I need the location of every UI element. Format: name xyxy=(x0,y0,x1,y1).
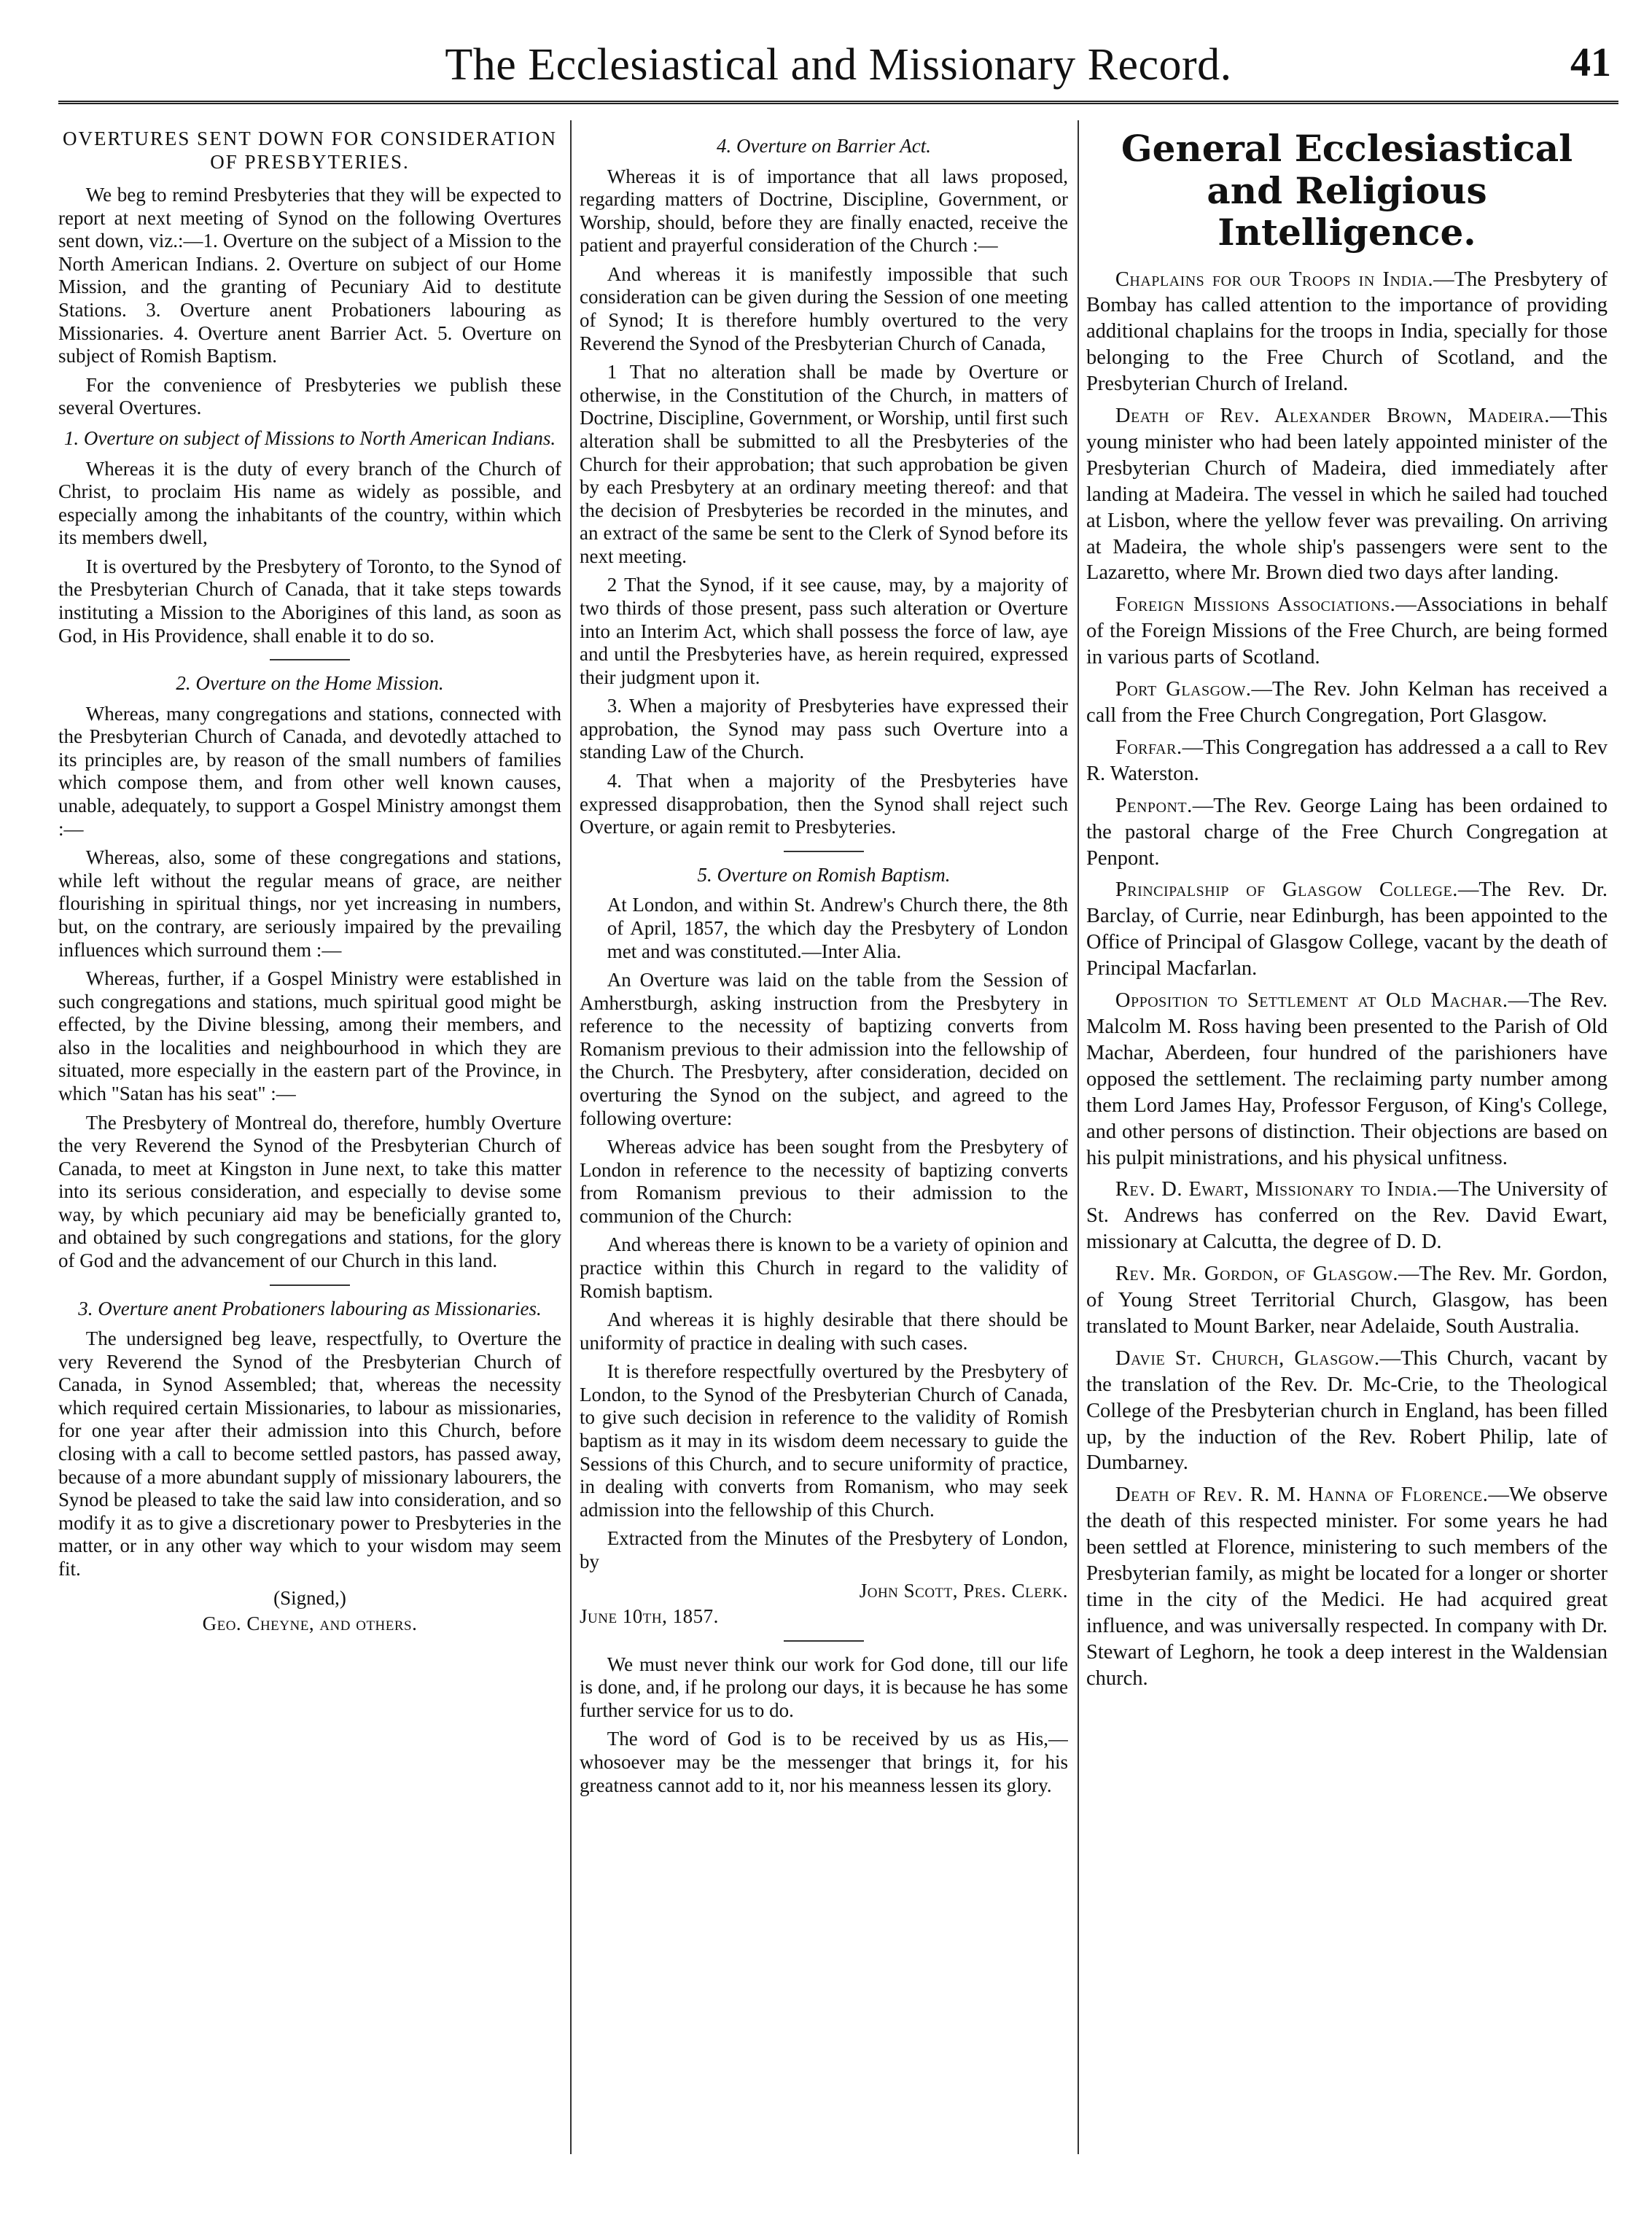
news-item-lead: Opposition to Settlement at Old Machar. xyxy=(1115,989,1508,1013)
header-rule xyxy=(58,101,1618,104)
news-items xyxy=(1086,267,1608,1692)
paragraph: Whereas, many congregations and stations, connected with the Presbyterian Church of Canada, and devotedly attached to its principles are, by reason of the small numbers of families which compose them, and from other well known causes, unable, adequately, to support a Gospel Ministry amongst them :— xyxy=(58,702,561,840)
news-item-lead: Chaplains for our Troops in India. xyxy=(1115,268,1434,291)
paragraph: Whereas it is the duty of every branch of the Church of Christ, to proclaim His name as widely as possible, and especially among the inhabitants of the country, within which its members dwell, xyxy=(58,457,561,549)
column-1 xyxy=(58,128,561,1636)
overture-4-title: 4. Overture on Barrier Act. xyxy=(717,135,931,157)
paragraph: And whereas it is highly desirable that there should be uniformity of practice in dealing with such cases. xyxy=(580,1309,1068,1354)
news-item-lead: Rev. Mr. Gordon, of Glasgow. xyxy=(1115,1263,1399,1286)
news-item xyxy=(1086,1346,1608,1477)
overtures-heading: OVERTURES SENT DOWN FOR CONSIDERATION OF PRESBYTERIES. xyxy=(63,128,557,173)
news-item-lead: Rev. D. Ewart, Missionary to India. xyxy=(1115,1178,1438,1201)
paragraph: It is overtured by the Presbytery of Toronto, to the Synod of the Presbyterian Church of Canada, that it take steps towards instituting a Mission to the Aborigines of this land, as soon as God, in His Providence, shall enable it to do so. xyxy=(58,555,561,647)
news-item-text: —The Rev. John Kelman has received a call from the Free Church Congregation, Port Glasgow. xyxy=(1086,678,1608,727)
paragraph: The word of God is to be received by us as His,— whosoever may be the messenger that brings it, for his greatness cannot add to it, nor his meanness lessen its glory. xyxy=(580,1728,1068,1796)
paragraph: The Presbytery of Montreal do, therefore, humbly Overture the very Reverend the Synod of the Presbyterian Church of Canada, to meet at Kingston in June next, to take this matter into its serious consideration, and especially to devise some way, by which pecuniary aid may be beneficially granted to, and obtained by such congregations and stations, for the glory of God and the advancement of our Church in this land. xyxy=(58,1111,561,1272)
column-3 xyxy=(1086,128,1608,1698)
section-rule xyxy=(270,1284,350,1286)
news-item-text: —The University of St. Andrews has conferred on the Rev. David Ewart, missionary at Calcutta, the degree of D. D. xyxy=(1086,1178,1608,1254)
intelligence-heading: General Ecclesiastical and Religious Intelligence. xyxy=(1121,128,1573,254)
column-2 xyxy=(580,128,1068,1803)
news-item xyxy=(1086,1177,1608,1255)
news-item-text: —Associations in behalf of the Foreign Missions of the Free Church, are being formed in various parts of Scotland. xyxy=(1086,593,1608,669)
paragraph: An Overture was laid on the table from the Session of Amherstburgh, asking instruction from the Presbytery in reference to the necessity of baptizing converts from Romanism previous to their admission into the fellowship of the Church. The Presbytery, after consideration, decided on overturing the Synod on the subject, and agreed to the following overture: xyxy=(580,969,1068,1129)
news-item-text: —The Rev. George Laing has been ordained to the pastoral charge of the Free Church Congregation at Penpont. xyxy=(1086,794,1608,870)
overture-1-title: 1. Overture on subject of Missions to North American Indians. xyxy=(63,426,556,449)
news-item xyxy=(1086,735,1608,787)
paragraph: The undersigned beg leave, respectfully, to Overture the very Reverend the Synod of the Presbyterian Church of Canada, in Synod Assembled; that, whereas the necessity which required certain Missionaries, to labour as missionaries, for one year after their admission into this Church, before closing with a call to become settled pastors, has passed away, because of a more abundant supply of missionary labourers, the Synod be pleased to take the said law into consideration, and so modify it as to give a discretionary power to Presbyteries in the matter, or in any other way which to your wisdom may seem fit. xyxy=(58,1327,561,1580)
section-rule xyxy=(270,659,350,660)
news-item xyxy=(1086,403,1608,586)
news-item xyxy=(1086,1482,1608,1691)
paragraph: Whereas, further, if a Gospel Ministry were established in such congregations and stations, much spiritual good might be effected, by the Divine blessing, among their members, and also in the localities and neighbourhood in which they are situated, more especially in the eastern part of the Province, in which "Satan has his seat" :— xyxy=(58,967,561,1104)
news-item xyxy=(1086,988,1608,1171)
news-item-lead: Principalship of Glasgow College. xyxy=(1115,878,1458,902)
news-item-lead: Death of Rev. R. M. Hanna of Florence. xyxy=(1115,1483,1489,1507)
news-item-text: —The Presbytery of Bombay has called attention to the importance of providing additional chaplains for the troops in India, specially for those belonging to the Free Church of Scotland, and the Presbyterian Church of Ireland. xyxy=(1086,268,1608,396)
paragraph: And whereas it is manifestly impossible that such consideration can be given during the Session of one meeting of Synod; It is therefore humbly overtured to the very Reverend the Synod of the Presbyterian Church of Canada, xyxy=(580,262,1068,354)
section-rule xyxy=(784,851,864,852)
signers: Geo. Cheyne, and others. xyxy=(202,1613,418,1635)
paragraph: Extracted from the Minutes of the Presbytery of London, by xyxy=(580,1527,1068,1572)
paragraph: We beg to remind Presbyteries that they will be expected to report at next meeting of Synod on the following Overtures sent down, viz.:—1. Overture on the subject of a Mission to the North American Indians. 2. Overture on subject of our Home Mission, and the granting of Pecuniary Aid to destitute Stations. 3. Overture anent Probationers labouring as Missionaries. 4. Overture anent Barrier Act. 5. Overture on subject of Romish Baptism. xyxy=(58,184,561,367)
news-item-lead: Foreign Missions Associations. xyxy=(1115,593,1396,617)
paragraph: And whereas there is known to be a variety of opinion and practice within this Church in regard to the validity of Romish baptism. xyxy=(580,1233,1068,1302)
paragraph: Whereas advice has been sought from the Presbytery of London in reference to the necessity of baptizing converts from Romanism previous to their admission to the communion of the Church: xyxy=(580,1136,1068,1227)
news-item-text: —This Church, vacant by the translation of the Rev. Dr. Mc-Crie, to the Theological College of the Presbyterian church in England, has been filled up, by the induction of the Rev. Robert Philip, late of Dumbarney. xyxy=(1086,1346,1608,1475)
paragraph: For the convenience of Presbyteries we publish these several Overtures. xyxy=(58,373,561,419)
news-item-lead: Forfar. xyxy=(1115,736,1182,759)
paragraph: Whereas it is of importance that all laws proposed, regarding matters of Doctrine, Discipline, Government, or Worship, should, before they are finally enacted, receive the patient and prayerful consideration of the Church :— xyxy=(580,165,1068,257)
news-item-text: —The Rev. Dr. Barclay, of Currie, near Edinburgh, has been appointed to the Office of Principal of Glasgow College, vacant by the death of Principal Macfarlan. xyxy=(1086,878,1608,980)
news-item-text: —The Rev. Mr. Gordon, of Young Street Territorial Church, Glasgow, has been translated to Mount Barker, near Adelaide, South Australia. xyxy=(1086,1263,1608,1338)
paragraph: We must never think our work for God done, till our life is done, and, if he prolong our days, it is because he has some further service for us to do. xyxy=(580,1653,1068,1721)
news-item-text: —The Rev. Malcolm M. Ross having been presented to the Parish of Old Machar, Aberdeen, four hundred of the parishioners have opposed the settlement. The reclaiming party number among them Lord James Hay, Professor Ferguson, of King's College, and other persons of distinction. Their objections are based on his pulpit ministrations, and his physical unfitness. xyxy=(1086,989,1608,1169)
news-item-text: —This Congregation has addressed a a call to Rev R. Waterston. xyxy=(1086,736,1608,785)
news-item xyxy=(1086,877,1608,982)
news-item-lead: Port Glasgow. xyxy=(1115,678,1252,701)
news-item-text: —We observe the death of this respected minister. For some years he had been settled at Florence, ministering to such members of the Presbyterian family, as might be located for a longer or shorter time in the city of the Medici. He had acquired great influence, and was universally respected. In company with Dr. Stewart of Leghorn, he took a deep interest in the Waldensian church. xyxy=(1086,1483,1608,1690)
paragraph: It is therefore respectfully overtured by the Presbytery of London, to the Synod of the Presbyterian Church of Canada, to give such decision in reference to the validity of Romish baptism as it may in its wisdom deem necessary to guide the Sessions of this Church, and to secure uniformity of practice, in dealing with converts from Romanism, who may seek admission into the fellowship of this Church. xyxy=(580,1360,1068,1521)
clerk-signature: John Scott, Pres. Clerk. xyxy=(859,1579,1068,1602)
page-number: 41 xyxy=(1570,40,1611,85)
overture-5-title: 5. Overture on Romish Baptism. xyxy=(697,863,951,886)
paragraph: 1 That no alteration shall be made by Overture or otherwise, in the Constitution of the Church, in matters of Doctrine, Discipline, Government, or Worship, until first such alteration shall be submitted to all the Presbyteries of the Church for their approbation; that such approbation be given by each Presbytery at an ordinary meeting thereof: and that the decision of Presbyteries be recorded in the minutes, and an extract of the same be sent to the Clerk of Synod before its next meeting. xyxy=(580,361,1068,567)
overture-2-title: 2. Overture on the Home Mission. xyxy=(176,672,444,695)
paragraph: 4. That when a majority of the Presbyteries have expressed disapprobation, then the Synod shall reject such Overture, or again remit to Presbyteries. xyxy=(580,770,1068,838)
news-item xyxy=(1086,1261,1608,1340)
news-item xyxy=(1086,267,1608,398)
paragraph: 3. When a majority of Presbyteries have expressed their approbation, the Synod may pass such Overture into a standing Law of the Church. xyxy=(580,695,1068,763)
paragraph: At London, and within St. Andrew's Church there, the 8th of April, 1857, the which day the Presbytery of London met and was constituted.—Inter Alia. xyxy=(607,894,1068,962)
news-item xyxy=(1086,677,1608,729)
overture-3-title: 3. Overture anent Probationers labouring as Missionaries. xyxy=(78,1297,542,1319)
news-item-lead: Penpont. xyxy=(1115,794,1193,817)
news-item-text: —This young minister who had been lately appointed minister of the Presbyterian Church of Madeira, died immediately after landing at Madeira. The vessel in which he sailed had touched at Lisbon, where the yellow fever was prevailing. On arriving at Madeira, the whole ship's passengers were sent to the Lazaretto, where Mr. Brown died two days after landing. xyxy=(1086,405,1608,585)
news-item-lead: Death of Rev. Alexander Brown, Madeira. xyxy=(1115,405,1550,428)
page-header xyxy=(58,29,1618,109)
column-divider-2 xyxy=(1078,120,1079,2154)
news-item-lead: Davie St. Church, Glasgow. xyxy=(1115,1346,1380,1370)
column-divider-1 xyxy=(570,120,572,2154)
section-rule xyxy=(784,1640,864,1642)
news-item xyxy=(1086,793,1608,872)
paragraph: 2 That the Synod, if it see cause, may, by a majority of two thirds of those present, pass such alteration or Overture into an Interim Act, which shall possess the force of law, aye and until the Presbyteries have, as herein required, expressed their judgment upon it. xyxy=(580,574,1068,688)
running-title: The Ecclesiastical and Missionary Record. xyxy=(445,40,1232,90)
signed-label: (Signed,) xyxy=(273,1586,346,1609)
news-item xyxy=(1086,592,1608,671)
paragraph: Whereas, also, some of these congregations and stations, while left without the regular means of grace, are neither flourishing in spiritual things, nor yet increasing in numbers, but, on the contrary, are seriously impaired by the prevailing influences which surround them :— xyxy=(58,846,561,961)
dateline: June 10th, 1857. xyxy=(580,1605,719,1628)
